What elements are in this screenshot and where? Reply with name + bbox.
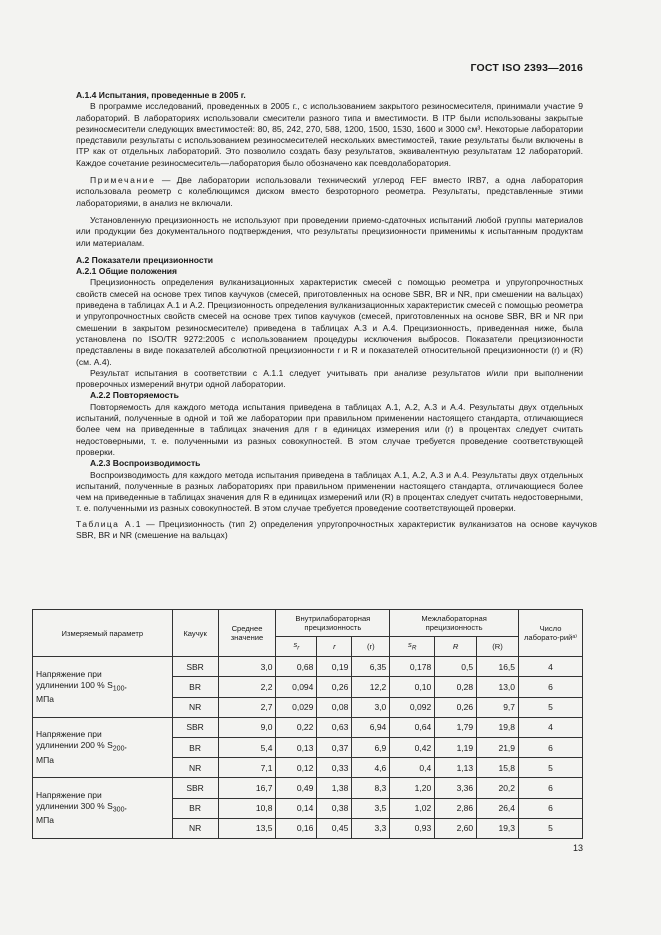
cell-sr: 0,029 — [276, 697, 317, 717]
cell-rubber: BR — [172, 798, 218, 818]
cell-r-rel: 6,94 — [352, 717, 390, 737]
cell-R-rel: 13,0 — [477, 677, 519, 697]
parameter-subscript: 200 — [112, 744, 125, 753]
cell-labs: 4 — [519, 717, 583, 737]
header-param: Измеряемый параметр — [33, 610, 173, 657]
cell-mean: 7,1 — [218, 758, 276, 778]
page-number: 13 — [572, 843, 583, 853]
header-sr-base: s — [293, 640, 298, 650]
table-body — [33, 657, 583, 839]
cell-r-rel: 8,3 — [352, 778, 390, 798]
cell-sR: 0,10 — [390, 677, 435, 697]
cell-R-rel: 19,3 — [477, 818, 519, 838]
page-body — [76, 90, 597, 541]
cell-R-rel: 26,4 — [477, 798, 519, 818]
cell-labs: 6 — [519, 778, 583, 798]
cell-r: 0,38 — [317, 798, 352, 818]
parameter-unit: МПа — [36, 754, 54, 765]
parameter-line-1: Напряжение при — [36, 789, 102, 800]
parameter-unit: МПа — [36, 694, 54, 705]
cell-R-rel: 16,5 — [477, 657, 519, 677]
parameter-line-2: удлинении 200 % S — [36, 740, 113, 751]
cell-mean: 2,7 — [218, 697, 276, 717]
cell-r: 0,37 — [317, 737, 352, 757]
section-a2-heading: А.2 Показатели прецизионности — [76, 254, 214, 265]
parameter-subscript: 100 — [112, 684, 125, 693]
cell-R: 2,60 — [435, 818, 477, 838]
cell-rubber: NR — [172, 818, 218, 838]
header-within: Внутрилабораторная прецизионность — [276, 610, 390, 637]
cell-sR: 0,092 — [390, 697, 435, 717]
table-caption-label: Таблица А.1 — [76, 518, 142, 529]
cell-sR: 0,93 — [390, 818, 435, 838]
header-between: Межлабораторная прецизионность — [390, 610, 519, 637]
cell-rubber: SBR — [172, 657, 218, 677]
table-caption-text: — Прецизионность (тип 2) определения упругопрочностных характеристик вулканизатов на основе каучуков SBR, BR и NR (смешение на вальцах) — [76, 518, 597, 540]
cell-R: 0,5 — [435, 657, 477, 677]
table-caption — [76, 519, 597, 542]
section-a21-paragraph-1: Прецизионность определения вулканизационных характеристик смесей с помощью реометра и упругопрочностных свойств смесей на основе трех типов каучуков (смесей, приготовленных на основе SBR, BR и NR, при смешении на вальцах) приведена в таблицах А.1 и А.2. Прецизионность определения вулканизационных характеристик смесей с помощью реометра и упругопрочностных свойств смесей на основе трех типов каучуков (смесей, приготовленных на основе SBR, BR и NR при смешении в закрытом резиносмесителе) приведена в таблицах А.3 и А.4. Прецизионность, приведенная ниже, была установлена по ISO/TR 9272:2005 с использованием процедуры исключения выбросов. Показатели прецизионности представлены в виде показателей абсолютной прецизионности r и R и показателей относительной прецизионности (r) и (R) (см. А.4). — [76, 277, 583, 367]
standard-title: ГОСТ ISO 2393—2016 — [470, 62, 583, 74]
cell-R: 2,86 — [435, 798, 477, 818]
cell-mean: 13,5 — [218, 818, 276, 838]
cell-r: 0,33 — [317, 758, 352, 778]
cell-R: 0,28 — [435, 677, 477, 697]
cell-mean: 5,4 — [218, 737, 276, 757]
parameter-subscript: 300 — [112, 805, 125, 814]
parameter-unit: МПа — [36, 815, 54, 826]
parameter-line-2: удлинении 300 % S — [36, 800, 113, 811]
cell-R: 1,79 — [435, 717, 477, 737]
cell-r-rel: 6,9 — [352, 737, 390, 757]
cell-sr: 0,094 — [276, 677, 317, 697]
table-row — [33, 657, 583, 677]
cell-mean: 10,8 — [218, 798, 276, 818]
cell-rubber: NR — [172, 758, 218, 778]
cell-R-rel: 9,7 — [477, 697, 519, 717]
cell-sR: 0,178 — [390, 657, 435, 677]
cell-sR: 0,42 — [390, 737, 435, 757]
section-a14-heading: А.1.4 Испытания, проведенные в 2005 г. — [76, 90, 246, 100]
header-r: r — [317, 637, 352, 657]
cell-sr: 0,14 — [276, 798, 317, 818]
cell-mean: 9,0 — [218, 717, 276, 737]
header-labs: Число лаборато-рийᵃ⁾ — [519, 610, 583, 657]
header-sr — [276, 637, 317, 657]
cell-r-rel: 3,0 — [352, 697, 390, 717]
cell-sr: 0,68 — [276, 657, 317, 677]
section-a14-paragraph-2: Установленную прецизионность не используют при проведении приемо-сдаточных испытаний любой группы материалов или продукции без документального подтверждения, что результаты прецизионности применимы к испытанным продуктам или материалам. — [76, 214, 583, 248]
cell-R: 0,26 — [435, 697, 477, 717]
cell-labs: 6 — [519, 798, 583, 818]
cell-r-rel: 12,2 — [352, 677, 390, 697]
parameter-name: Напряжение при удлинении 100 % $S_{100}$, МПа — [33, 657, 173, 718]
cell-R: 1,19 — [435, 737, 477, 757]
cell-labs: 4 — [519, 657, 583, 677]
header-mean: Среднее значение — [218, 610, 276, 657]
cell-labs: 6 — [519, 677, 583, 697]
section-a23-paragraph: Воспроизводимость для каждого метода испытания приведена в таблицах А.1, А.2, А.3 и А.4. Результаты двух отдельных испытаний, полученные в разных лабораториях при правильном применении настоящего стандарта, отличающиеся более чем на приведенные в таблицах значения для R в единицах измерений или (R) в процентах следует считать недостоверными, т. е. полученными из разных совокупностей. В этом случае требуется проведение соответствующей проверки. — [76, 469, 583, 514]
header-sR — [390, 637, 435, 657]
cell-sr: 0,16 — [276, 818, 317, 838]
table-row — [33, 778, 583, 798]
header-r-rel: (r) — [352, 637, 390, 657]
cell-r: 0,45 — [317, 818, 352, 838]
cell-r-rel: 6,35 — [352, 657, 390, 677]
header-sr-sub: r — [297, 644, 300, 652]
section-a21-heading: А.2.1 Общие положения — [76, 266, 178, 277]
precision-table — [32, 609, 583, 839]
cell-sR: 1,02 — [390, 798, 435, 818]
header-rubber: Каучук — [172, 610, 218, 657]
cell-rubber: NR — [172, 697, 218, 717]
parameter-line-2: удлинении 100 % S — [36, 679, 113, 690]
cell-r: 1,38 — [317, 778, 352, 798]
parameter-line-1: Напряжение при — [36, 668, 102, 679]
cell-sr: 0,12 — [276, 758, 317, 778]
cell-sr: 0,49 — [276, 778, 317, 798]
cell-labs: 6 — [519, 737, 583, 757]
cell-rubber: BR — [172, 677, 218, 697]
cell-rubber: BR — [172, 737, 218, 757]
table-row — [33, 717, 583, 737]
cell-r: 0,63 — [317, 717, 352, 737]
cell-mean: 2,2 — [218, 677, 276, 697]
section-a22-paragraph: Повторяемость для каждого метода испытания приведена в таблицах А.1, А.2, А.3 и А.4. Результаты двух отдельных испытаний, полученные в одной и той же лаборатории при правильном применении настоящего стандарта, отличающиеся более чем на приведенные в таблицах значения для r в единицах измерения или (r) в процентах следует считать недостоверными, т. е. полученными из разных совокупностей. В этом случае требуется проведение соответствующей проверки. — [76, 401, 583, 457]
cell-rubber: SBR — [172, 717, 218, 737]
cell-R-rel: 21,9 — [477, 737, 519, 757]
cell-sr: 0,22 — [276, 717, 317, 737]
header-R: R — [435, 637, 477, 657]
cell-mean: 3,0 — [218, 657, 276, 677]
cell-sR: 1,20 — [390, 778, 435, 798]
section-a14-paragraph-1: В программе исследований, проведенных в 2005 г., с использованием закрытого резиносмесителя, принимали участие 9 лабораторий. В лабораториях использовали смесители разного типа и вместимости. В ITP были использованы закрытые резиносмесители следующих вместимостей: 80, 85, 242, 270, 588, 1200, 1500, 1530, 1600 и 3000 см³. Некоторые лаборатории представили результаты с использованием резиносмесителей нескольких вместимостей, такие результаты были включены в ITP как от отдельных лабораторий. Это позволило создать базу результатов, эквивалентную результатам 12 лабораторий. Каждое сочетание резиносмеситель—лаборатория было обозначено как псевдолаборатория. — [76, 101, 583, 168]
header-R-rel: (R) — [477, 637, 519, 657]
cell-r: 0,26 — [317, 677, 352, 697]
note — [76, 175, 583, 209]
cell-labs: 5 — [519, 818, 583, 838]
cell-r: 0,19 — [317, 657, 352, 677]
cell-R-rel: 20,2 — [477, 778, 519, 798]
header-sR-base: s — [408, 640, 412, 650]
parameter-line-1: Напряжение при — [36, 729, 102, 740]
cell-r-rel: 3,3 — [352, 818, 390, 838]
parameter-name: Напряжение при удлинении 200 % $S_{200}$, МПа — [33, 717, 173, 778]
header-sR-sub: R — [411, 644, 417, 652]
cell-sR: 0,64 — [390, 717, 435, 737]
parameter-name: Напряжение при удлинении 300 % $S_{300}$, МПа — [33, 778, 173, 839]
cell-r-rel: 4,6 — [352, 758, 390, 778]
cell-sR: 0,4 — [390, 758, 435, 778]
note-label: Примечание — [90, 175, 156, 186]
cell-R-rel: 15,8 — [477, 758, 519, 778]
cell-r-rel: 3,5 — [352, 798, 390, 818]
cell-R: 1,13 — [435, 758, 477, 778]
cell-r: 0,08 — [317, 697, 352, 717]
section-a21-paragraph-2: Результат испытания в соответствии с А.1.1 следует учитывать при анализе результатов и/или при выполнении проверочных измерений внутри одной лаборатории. — [76, 367, 583, 390]
cell-labs: 5 — [519, 758, 583, 778]
cell-labs: 5 — [519, 697, 583, 717]
cell-rubber: SBR — [172, 778, 218, 798]
section-a22-heading: А.2.2 Повторяемость — [90, 390, 179, 401]
section-a23-heading: А.2.3 Воспроизводимость — [90, 458, 201, 469]
cell-mean: 16,7 — [218, 778, 276, 798]
note-text: — Две лаборатории использовали технический углерод FEF вместо IRB7, а одна лаборатория использовала реометр с колеблющимся диском вместо безроторного реометра. Результаты, представленные этими лабораториями, в анализ не включали. — [76, 175, 583, 208]
cell-sr: 0,13 — [276, 737, 317, 757]
cell-R-rel: 19,8 — [477, 717, 519, 737]
cell-R: 3,36 — [435, 778, 477, 798]
